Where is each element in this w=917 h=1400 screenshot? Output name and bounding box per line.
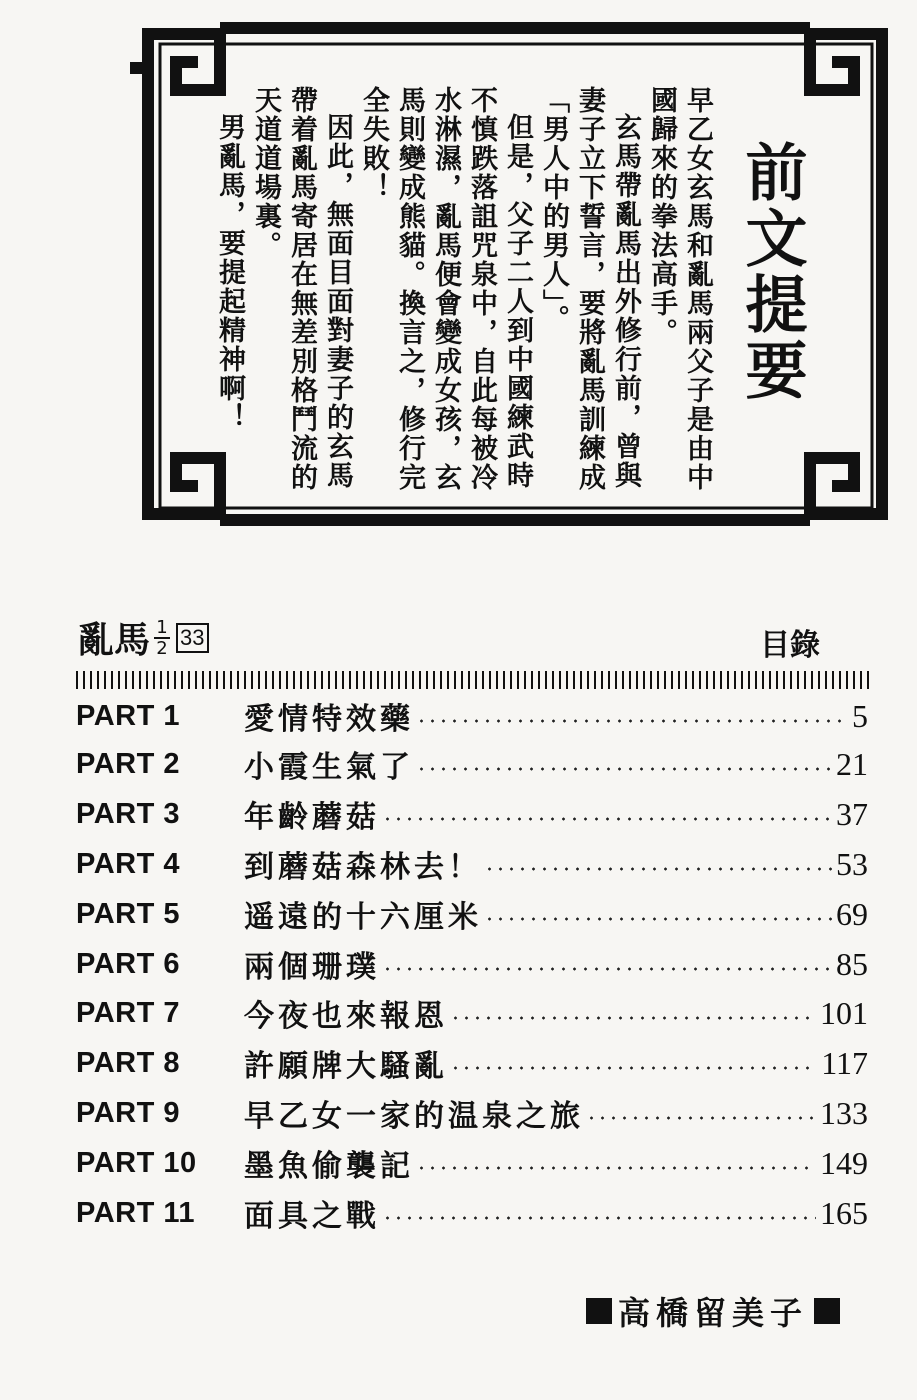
toc-entry[interactable] <box>76 942 868 986</box>
synopsis-paragraph: 玄馬帶亂馬出外修行前，曾與妻子立下誓言，要將亂馬訓練成「男人中的男人」。 <box>538 86 641 492</box>
part-label: PART 4 <box>76 847 180 880</box>
dot-leader <box>416 767 832 771</box>
toc-entry[interactable] <box>76 792 868 836</box>
toc-entry[interactable] <box>76 742 868 786</box>
author-name: 高橋留美子 <box>618 1294 809 1332</box>
volume-number: 33 <box>176 623 208 653</box>
toc-entry[interactable] <box>76 842 868 886</box>
part-label: PART 11 <box>76 1196 196 1229</box>
part-label: PART 6 <box>76 947 180 980</box>
toc-entry[interactable] <box>76 1091 868 1135</box>
page-number: 5 <box>852 697 868 734</box>
square-bullet-icon <box>814 1298 840 1324</box>
part-label: PART 3 <box>76 797 180 830</box>
author-credit <box>580 1288 846 1334</box>
part-label: PART 10 <box>76 1146 197 1179</box>
dot-leader <box>450 1066 817 1070</box>
chapter-title: 早乙女一家的温泉之旅 <box>244 1099 584 1134</box>
toc-entry[interactable] <box>76 1041 868 1085</box>
series-fraction <box>154 616 170 659</box>
synopsis-paragraph: 早乙女玄馬和亂馬兩父子是由中國歸來的拳法高手。 <box>646 86 713 492</box>
page-number: 149 <box>820 1144 868 1181</box>
part-label: PART 9 <box>76 1096 180 1129</box>
synopsis-paragraph: 男亂馬，要提起精神啊！ <box>214 113 245 432</box>
dot-leader <box>416 1166 816 1170</box>
fraction-numerator: 1 <box>156 616 168 638</box>
page-number: 53 <box>836 845 868 882</box>
fraction-denominator: 2 <box>156 637 168 659</box>
chapter-title: 年齡蘑菇 <box>244 800 380 835</box>
synopsis-title: 前文提要 <box>735 140 808 404</box>
dot-leader <box>484 867 832 871</box>
part-label: PART 2 <box>76 747 180 780</box>
toc-entry[interactable] <box>76 991 868 1035</box>
series-name: 亂馬 <box>78 620 151 661</box>
part-label: PART 7 <box>76 996 180 1029</box>
dot-leader <box>586 1116 816 1120</box>
dot-leader <box>450 1016 816 1020</box>
page-number: 21 <box>836 745 868 782</box>
ruler-divider <box>76 671 872 689</box>
dot-leader <box>416 719 848 723</box>
synopsis-paragraph: 但是，父子二人到中國練武時不慎跌落詛咒泉中，自此每被冷水淋濕，亂馬便會變成女孩，玄馬則變成熊貓。換言之，修行完全失敗！ <box>358 86 533 492</box>
part-label: PART 8 <box>76 1046 180 1079</box>
chapter-title: 小霞生氣了 <box>244 750 414 785</box>
page-number: 37 <box>836 795 868 832</box>
square-bullet-icon <box>586 1298 612 1324</box>
dot-leader <box>382 1216 816 1220</box>
chapter-title: 兩個珊璞 <box>244 950 380 985</box>
chapter-title: 到蘑菇森林去！ <box>244 850 482 885</box>
toc-entry[interactable] <box>76 1191 868 1235</box>
chapter-title: 今夜也來報恩 <box>244 999 448 1034</box>
chapter-title: 面具之戰 <box>244 1199 380 1234</box>
dot-leader <box>382 967 832 971</box>
toc-entry[interactable] <box>76 892 868 936</box>
series-title <box>78 612 209 663</box>
page-number: 85 <box>836 945 868 982</box>
chapter-title: 許願牌大騷亂 <box>244 1049 448 1084</box>
synopsis-paragraph: 因此，無面目面對妻子的玄馬帶着亂馬寄居在無差別格鬥流的天道道場裏。 <box>250 86 353 492</box>
page-number: 101 <box>820 994 868 1031</box>
page-number: 133 <box>820 1094 868 1131</box>
chapter-title: 遥遠的十六厘米 <box>244 900 482 935</box>
part-label: PART 5 <box>76 897 180 930</box>
toc-heading: 目錄 <box>760 628 820 663</box>
chapter-title: 墨魚偷襲記 <box>244 1149 414 1184</box>
toc-entry[interactable] <box>76 1141 868 1185</box>
dot-leader <box>484 917 832 921</box>
page-number: 165 <box>820 1194 868 1231</box>
toc-entry[interactable] <box>76 694 868 738</box>
chapter-title: 愛情特效藥 <box>244 702 414 737</box>
page-number: 117 <box>821 1044 868 1081</box>
page-number: 69 <box>836 895 868 932</box>
dot-leader <box>382 817 832 821</box>
synopsis-text <box>214 86 715 516</box>
part-label: PART 1 <box>76 699 180 732</box>
